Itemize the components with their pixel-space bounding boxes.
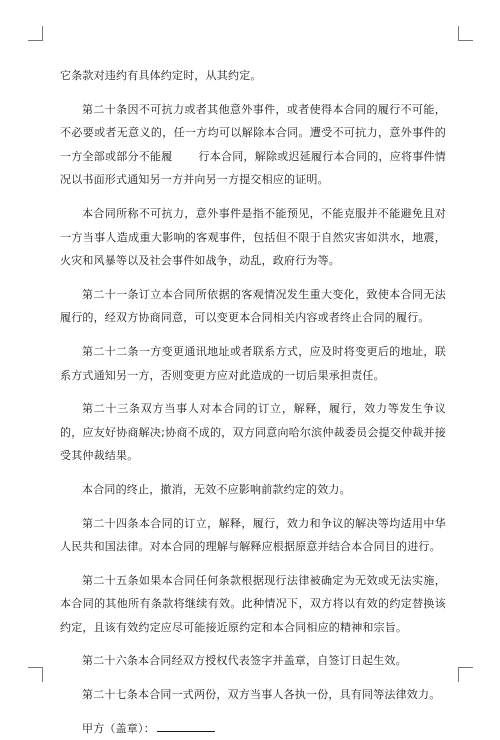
signature-line[interactable] [157, 719, 215, 732]
article-25: 第二十五条如果本合同任何条款根据现行法律被确定为无效或无法实施，本合同的其他所有条款将继续有效。此种情况下，双方将以有效的约定替换该约定，且该有效约定应尽可能接近原约定和本合同相应的精神和宗旨。 [60, 573, 446, 634]
article-20-part-2: 行本合同，解除或迟延履行本合同的，应将事件情况以书面形式通知另一方并向另一方提交相应的证明。 [60, 149, 446, 187]
crop-mark-top-right [458, 26, 473, 41]
article-22: 第二十二条一方变更通讯地址或者联系方式，应及时将变更后的地址，联系方式通知另一方，否则变更方应对此造成的一切后果承担责任。 [60, 344, 446, 382]
party-a-label: 甲方（盖章）： [82, 721, 155, 735]
party-a-signature [60, 717, 446, 740]
article-20 [60, 98, 446, 192]
article-21: 第二十一条订立本合同所依据的客观情况发生重大变化，致使本合同无法履行的，经双方协商同意，可以变更本合同相关内容或者终止合同的履行。 [60, 287, 446, 325]
article-24: 第二十四条本合同的订立，解释，履行，效力和争议的解决等均适用中华人民共和国法律。对本合同的理解与解释应根据原意并结合本合同目的进行。 [60, 516, 446, 554]
article-26: 第二十六条本合同经双方授权代表签字并盖章，自签订日起生效。 [82, 654, 407, 668]
crop-mark-bottom-right [458, 667, 473, 682]
article-20-part-1: 第二十条因不可抗力或者其他意外事件，或者使得本合同的履行不可能，不必要或者无意义的，任一方均可以解除本合同。遭受不可抗力，意外事件的一方全部或部分不能履 [60, 102, 446, 163]
article-27: 第二十七条本合同一式两份，双方当事人各执一份，具有同等法律效力。 [82, 688, 441, 702]
article-23: 第二十三条双方当事人对本合同的订立，解释，履行，效力等发生争议的，应友好协商解决;协商不成的，双方同意向哈尔滨仲裁委员会提交仲裁并接受其仲裁结果。 [60, 402, 446, 463]
crop-mark-top-left [28, 26, 43, 41]
paragraph-continuation: 它条款对违约有具体约定时，从其约定。 [60, 69, 262, 82]
crop-mark-bottom-left [28, 667, 43, 682]
contract-body [60, 64, 446, 740]
termination-clause: 本合同的终止，撤消，无效不应影响前款约定的效力。 [82, 482, 351, 496]
force-majeure-definition: 本合同所称不可抗力，意外事件是指不能预见，不能克服并不能避免且对一方当事人造成重大影响的客观事件，包括但不限于自然灾害如洪水，地震，火灾和风暴等以及社会事件如战争，动乱，政府行为等。 [60, 206, 446, 268]
